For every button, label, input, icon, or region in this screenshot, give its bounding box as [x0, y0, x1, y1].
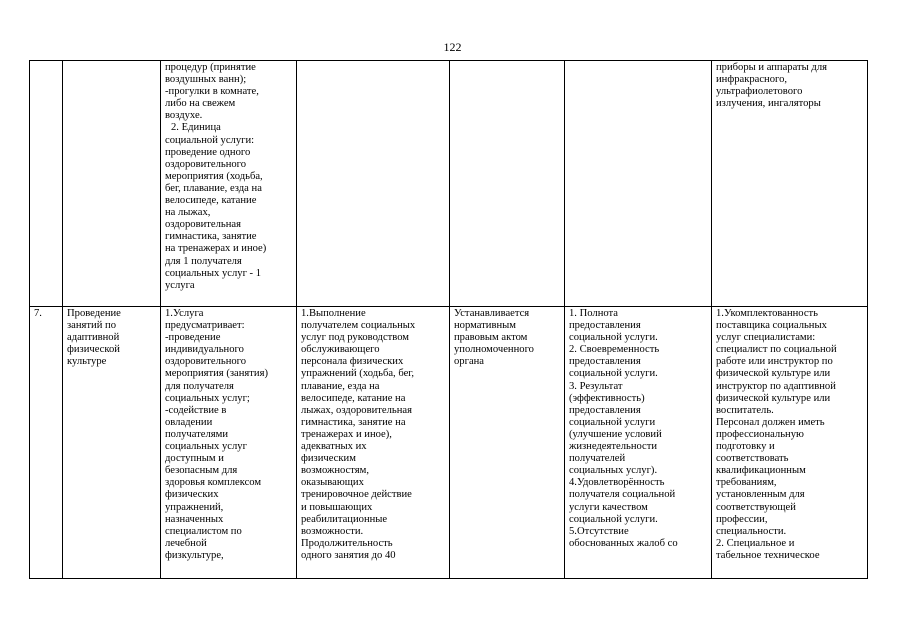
text-line: нормативным [454, 320, 516, 332]
text-line: физической [67, 344, 120, 356]
text-line: тренировочное действие [301, 489, 412, 501]
text-line: для получателя [165, 380, 234, 392]
text-line: индивидуального [165, 344, 244, 356]
text-line: -прогулки в комнате, [165, 86, 259, 98]
text-line: физкультуре, [165, 549, 224, 561]
cell-service-content [161, 307, 297, 579]
text-line: и повышающих [301, 501, 373, 513]
text-line: социальной услуги. [569, 332, 658, 344]
text-line: назначенных [165, 513, 224, 525]
table-row-7 [30, 307, 868, 579]
cell-indicators [565, 307, 712, 579]
text-line: обслуживающего [301, 344, 380, 356]
text-line: предоставления [569, 404, 641, 416]
text-line: соответствующей [716, 501, 796, 513]
text-line: оздоровительная [165, 219, 241, 231]
text-line: специалист по социальной [716, 344, 837, 356]
text-line: персонала физических [301, 356, 404, 368]
text-line: возможности. [301, 525, 364, 537]
text-line: оздоровительного [165, 158, 247, 170]
text-line: -содействие в [165, 404, 227, 416]
text-line: подготовку и [716, 441, 775, 453]
text-line: получателем социальных [301, 320, 416, 332]
text-line: социальных услуг - 1 [165, 267, 262, 279]
text-line: проведение одного [165, 146, 251, 158]
cell-number [30, 307, 63, 579]
text-line: услуга [165, 279, 195, 291]
text-line: обоснованных жалоб со [569, 537, 678, 549]
text-line: 4.Удовлетворённость [569, 477, 665, 489]
text-line: (эффективность) [569, 392, 645, 404]
cell-deadline [450, 307, 565, 579]
text-line: Проведение [67, 308, 121, 319]
text-line: физической культуре или [716, 392, 831, 404]
text-line: упражнений, [165, 501, 224, 513]
text-line: 1.Укомплектованность [716, 308, 818, 319]
text-line: на лыжах, [165, 207, 211, 219]
text-line: требованиям, [716, 477, 777, 489]
text-line: профессиональную [716, 428, 804, 440]
text-line: Персонал должен иметь [716, 416, 825, 428]
text-line: излучения, ингаляторы [716, 98, 821, 110]
text-line: 2. Единица [171, 122, 221, 134]
text-line: предоставления [569, 356, 641, 368]
text-line: тренажерах и иное), [301, 428, 392, 440]
text-line: социальных услуг [165, 441, 247, 453]
text-line: услуги качеством [569, 501, 648, 513]
text-line: бег, плавание, езда на [165, 182, 262, 194]
text-line: гимнастика, занятие на [301, 416, 406, 428]
text-line: Устанавливается [454, 308, 530, 319]
text-line: на тренажерах и иное) [165, 243, 267, 255]
text-line: предоставления [569, 320, 641, 332]
text-line: установленным для [716, 489, 805, 501]
text-line: правовым актом [454, 332, 528, 344]
page-number: 122 [443, 40, 462, 54]
text-line: овладении [165, 416, 213, 428]
text-line: мероприятия (занятия) [165, 368, 268, 380]
text-line: оздоровительного [165, 356, 247, 368]
text-line: Продолжительность [301, 537, 393, 549]
text-line: гимнастика, занятие [165, 231, 257, 243]
text-line: специалистом по [165, 525, 242, 537]
text-line: занятий по [67, 320, 117, 332]
text-line: упражнений (ходьба, бег, [301, 368, 415, 380]
text-line: -проведение [165, 332, 221, 344]
text-line: адекватных их [301, 441, 367, 453]
row-number: 7. [34, 308, 42, 319]
text-line: для 1 получателя [165, 255, 242, 267]
text-line: социальной услуги. [569, 513, 658, 525]
text-line: инструктор по адаптивной [716, 380, 836, 392]
text-line: предусматривает: [165, 320, 245, 332]
table-row-continuation [30, 61, 868, 307]
cell-deadline [450, 61, 565, 307]
text-line: 1.Услуга [165, 308, 204, 319]
text-line: получателя социальной [569, 489, 676, 501]
text-line: инфракрасного, [716, 74, 788, 86]
cell-standard [297, 307, 450, 579]
text-line: культуре [67, 356, 107, 368]
text-line: 1. Полнота [569, 308, 618, 319]
cell-number [30, 61, 63, 307]
text-line: социальной услуги: [165, 134, 255, 146]
text-line: профессии, [716, 513, 768, 525]
text-line: квалификационным [716, 465, 806, 477]
text-line: велосипеде, катание [165, 195, 257, 207]
text-line: лечебной [165, 537, 207, 549]
text-line: услуг специалистами: [716, 332, 816, 344]
text-line: физической культуре или [716, 368, 831, 380]
text-line: (улучшение условий [569, 428, 662, 440]
text-line: социальной услуги. [569, 368, 658, 380]
text-line: процедур (принятие [165, 62, 256, 73]
text-line: работе или инструктор по [716, 356, 833, 368]
text-line: безопасным для [165, 465, 238, 477]
text-line: возможностям, [301, 465, 369, 477]
text-line: одного занятия до 40 [301, 549, 396, 561]
text-line: поставщика социальных [716, 320, 827, 332]
text-line: уполномоченного [454, 344, 534, 356]
services-table [29, 60, 868, 579]
text-line: социальных услуг). [569, 465, 658, 477]
text-line: соответствовать [716, 453, 789, 465]
text-line: воздушных ванн); [165, 74, 247, 86]
cell-conditions [712, 61, 868, 307]
text-line: воздухе. [165, 110, 203, 122]
text-line: здоровья комплексом [165, 477, 262, 489]
text-line: получателей [569, 453, 626, 465]
text-line: адаптивной [67, 332, 120, 344]
text-line: табельное техническое [716, 549, 820, 561]
text-line: воспитатель. [716, 404, 774, 416]
text-line: 5.Отсутствие [569, 525, 629, 537]
text-line: реабилитационные [301, 513, 388, 525]
text-line: 2. Своевременность [569, 344, 660, 356]
text-line: плавание, езда на [301, 380, 380, 392]
cell-service-name [63, 307, 161, 579]
cell-service-name [63, 61, 161, 307]
cell-conditions [712, 307, 868, 579]
text-line: получателями [165, 428, 229, 440]
text-line: доступным и [165, 453, 224, 465]
text-line: социальной услуги [569, 416, 656, 428]
text-line: 2. Специальное и [716, 537, 795, 549]
text-line: жизнедеятельности [569, 441, 658, 453]
cell-indicators [565, 61, 712, 307]
text-line: физическим [301, 453, 356, 465]
text-line: физических [165, 489, 219, 501]
text-line: приборы и аппараты для [716, 62, 827, 73]
text-line: органа [454, 356, 485, 368]
text-line: ультрафиолетового [716, 86, 803, 98]
text-line: специальности. [716, 525, 787, 537]
cell-service-content [161, 61, 297, 307]
text-line: мероприятия (ходьба, [165, 170, 263, 182]
cell-standard [297, 61, 450, 307]
text-line: 1.Выполнение [301, 308, 366, 319]
text-line: услуг под руководством [301, 332, 410, 344]
text-line: социальных услуг; [165, 392, 250, 404]
text-line: 3. Результат [569, 380, 623, 392]
text-line: либо на свежем [165, 98, 236, 110]
text-line: оказывающих [301, 477, 364, 489]
text-line: лыжах, оздоровительная [301, 404, 412, 416]
text-line: велосипеде, катание на [301, 392, 406, 404]
